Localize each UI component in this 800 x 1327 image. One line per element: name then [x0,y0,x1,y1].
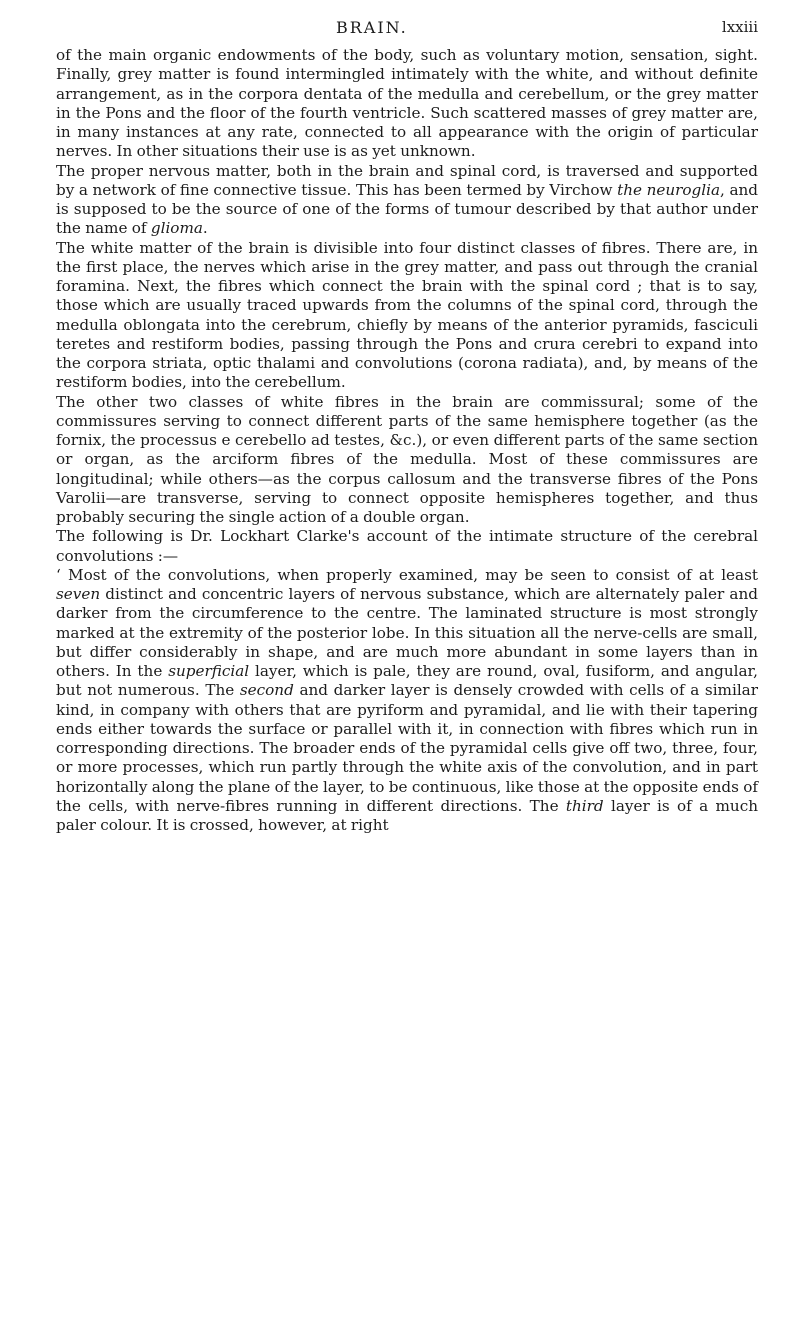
text-run: layer, which is pale, they are round, oval, fusiform, and angular, but not numerous. The [56,662,758,700]
text-run: The proper nervous matter, both in the brain and spinal cord, is traversed and supported by a network of fine connective tissue. This has been termed by Virchow [56,161,758,199]
text-run: , and is supposed to be the source of one of the forms of tumour described by that author under the name of [56,180,758,238]
paragraph [56,46,758,162]
text-run: The white matter of the brain is divisible into four distinct classes of fibres. There are, in the first place, the nerves which arise in the grey matter, and pass out through the cranial foramina. Next, the fibres which connect the brain with the spinal cord ; that is to say, those which are usually traced upwards from the columns of the spinal cord, through the medulla oblongata into the cerebrum, chiefly by means of the anterior pyramids, fasciculi teretes and restiform bodies, passing through the Pons and crura cerebri to expand into the corpora striata, optic thalami and convolutions (corona radiata), and, by means of the restiform bodies, into the cerebellum. [56,238,758,392]
italic-term: the neuroglia [617,180,721,199]
paragraph [56,162,758,239]
text-run: The other two classes of white fibres in the brain are commissural; some of the commissures serving to connect different parts of the same hemisphere together (as the fornix, the processus e cerebello ad testes, &c.), or even different parts of the same section or organ, as the arciform fibres of the medulla. Most of these commissures are longitudinal; while others—as the corpus callosum and the transverse fibres of the Pons Varolii—are transverse, serving to connect opposite hemispheres together, and thus probably securing the single action of a double organ. [56,392,758,526]
text-run: . [202,219,208,238]
paragraph [56,393,758,528]
page-number: lxxiii [721,18,758,36]
italic-term: seven [56,585,101,603]
quoted-paragraph [56,566,758,836]
text-run: of the main organic endowments of the body, such as voluntary motion, sensation, sight. Finally, grey matter is found intermingled intimately with the white, and without definite arrangement, as in the corpora dentata of the medulla and cerebellum, or the grey matter in the Pons and the floor of the fourth ventricle. Such scattered masses of grey matter are, in many instances at any rate, connected to all appearance with the origin of particular nerves. In other situations their use is as yet unknown. [56,46,758,161]
book-page [56,18,758,835]
italic-term: superficial [168,662,250,680]
text-run: The following is Dr. Lockhart Clarke's account of the intimate structure of the cerebral convolutions :— [56,527,758,565]
paragraph [56,527,758,566]
italic-term: third [565,796,604,815]
text-run: layer is of a much paler colour. It is crossed, however, at right [56,796,758,834]
text-run: ‘ Most of the convolutions, when properly examined, may be seen to consist of at least [56,565,758,584]
running-header [56,18,758,46]
text-run: distinct and concentric layers of nervous substance, which are alternately paler and darker from the circumference to the centre. The laminated structure is most strongly marked at the extremity of the posterior lobe. In this situation all the nerve-cells are small, but differ considerably in shape, and are much more abundant in some layers than in others. In the [56,585,758,680]
body-text [56,46,758,835]
running-title: BRAIN. [336,18,408,37]
text-run: and darker layer is densely crowded with cells of a similar kind, in company with others that are pyriform and pyramidal, and lie with their tapering ends either towards the surface or parallel with it, in connection with fibres which run in corresponding directions. The broader ends of the pyramidal cells give off two, three, four, or more processes, which run partly through the white axis of the convolution, and in part horizontally along the plane of the layer, to be continuous, like those at the opposite ends of the cells, with nerve-fibres running in different directions. The [56,681,758,815]
paragraph [56,239,758,393]
italic-term: glioma [150,219,203,238]
italic-term: second [239,681,294,700]
